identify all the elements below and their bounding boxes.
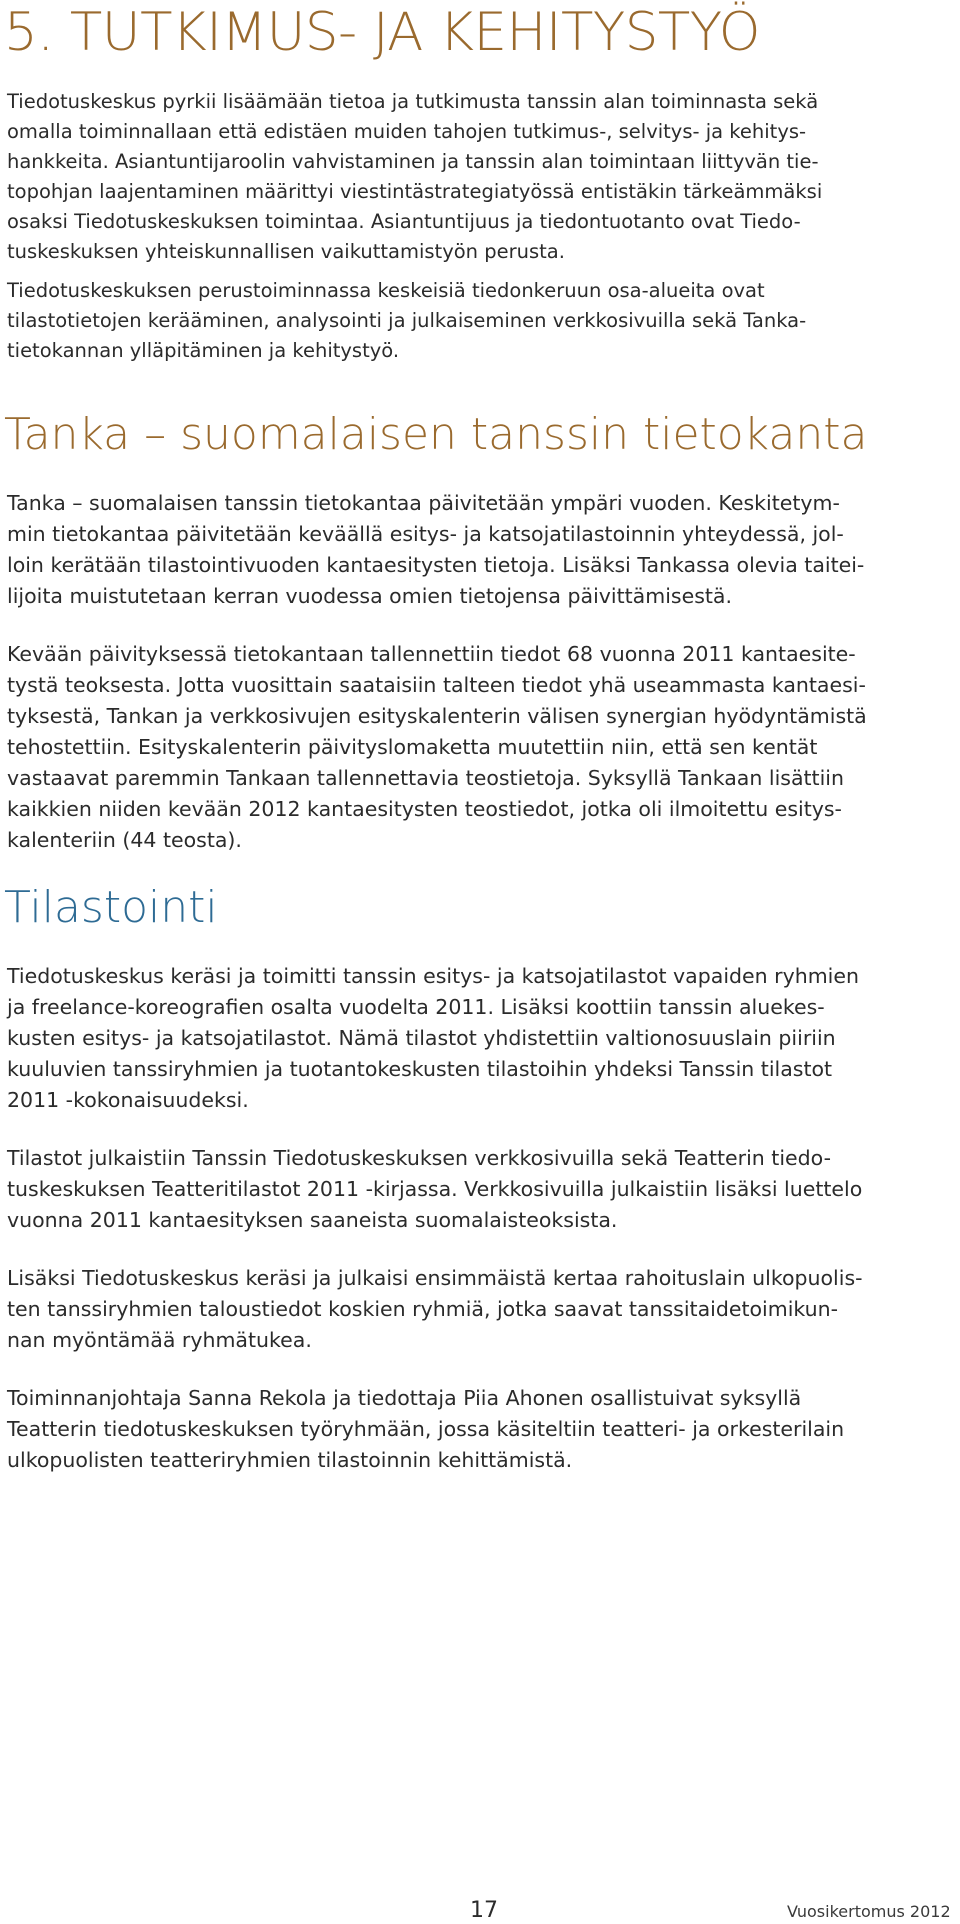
intro-line: omalla toiminnallaan että edistäen muiden tahojen tutkimus-, selvitys- ja kehitys- — [7, 120, 807, 143]
tanka-line: tystä teoksesta. Jotta vuosittain saataisiin talteen tiedot yhä useammasta kantaesi- — [7, 673, 866, 697]
tilastointi-line: vuonna 2011 kantaesityksen saaneista suomalaisteoksista. — [7, 1208, 618, 1232]
tilastointi-line: nan myöntämää ryhmätukea. — [7, 1328, 312, 1352]
tilastointi-line: 2011 -kokonaisuudeksi. — [7, 1088, 249, 1112]
tilastointi-heading: Tilastointi — [4, 882, 218, 933]
tilastointi-line: kuuluvien tanssiryhmien ja tuotantokeskusten tilastoihin yhdeksi Tanssin tilastot — [7, 1057, 833, 1081]
tilastointi-line: tuskeskuksen Teatteritilastot 2011 -kirjassa. Verkkosivuilla julkaistiin lisäksi luettelo — [7, 1177, 863, 1201]
tanka-line: kalenteriin (44 teosta). — [7, 828, 242, 852]
tanka-heading: Tanka – suomalaisen tanssin tietokanta — [4, 409, 868, 460]
tanka-line: min tietokantaa päivitetään keväällä esitys- ja katsojatilastoinnin yhteydessä, jol- — [7, 522, 844, 546]
intro-line: Tiedotuskeskus pyrkii lisäämään tietoa ja tutkimusta tanssin alan toiminnasta sekä — [7, 90, 819, 113]
tilastointi-line: Toiminnanjohtaja Sanna Rekola ja tiedottaja Piia Ahonen osallistuivat syksyllä — [7, 1386, 802, 1410]
tanka-line: Kevään päivityksessä tietokantaan tallennettiin tiedot 68 vuonna 2011 kantaesite- — [7, 642, 856, 666]
tanka-line: Tanka – suomalaisen tanssin tietokantaa päivitetään ympäri vuoden. Keskitetym- — [7, 491, 840, 515]
intro-line: topohjan laajentaminen määrittyi viestintästrategiatyössä entistäkin tärkeämmäksi — [7, 180, 823, 203]
tilastointi-line: Teatterin tiedotuskeskuksen työryhmään, jossa käsiteltiin teatteri- ja orkesterilain — [7, 1417, 845, 1441]
tanka-line: kaikkien niiden kevään 2012 kantaesitysten teostiedot, jotka oli ilmoitettu esitys- — [7, 797, 842, 821]
tilastointi-line: ja freelance-koreografien osalta vuodelta 2011. Lisäksi koottiin tanssin aluekes- — [7, 995, 825, 1019]
tanka-line: vastaavat paremmin Tankaan tallennettavia teostietoja. Syksyllä Tankaan lisättiin — [7, 766, 844, 790]
intro-line: Tiedotuskeskuksen perustoiminnassa keskeisiä tiedonkeruun osa-alueita ovat — [7, 279, 765, 302]
intro-line: tilastotietojen kerääminen, analysointi ja julkaiseminen verkkosivuilla sekä Tanka- — [7, 309, 807, 332]
intro-line: tietokannan ylläpitäminen ja kehitystyö. — [7, 339, 400, 362]
tilastointi-line: Tiedotuskeskus keräsi ja toimitti tanssin esitys- ja katsojatilastot vapaiden ryhmien — [7, 964, 859, 988]
tilastointi-line: ulkopuolisten teatteriryhmien tilastoinnin kehittämistä. — [7, 1448, 573, 1472]
intro-line: tuskeskuksen yhteiskunnallisen vaikuttamistyön perusta. — [7, 240, 565, 263]
page-number: 17 — [470, 1898, 498, 1923]
tilastointi-line: kusten esitys- ja katsojatilastot. Nämä tilastot yhdistettiin valtionosuuslain piiriin — [7, 1026, 836, 1050]
intro-line: hankkeita. Asiantuntijaroolin vahvistaminen ja tanssin alan toimintaan liittyvän tie- — [7, 150, 819, 173]
tanka-line: lijoita muistutetaan kerran vuodessa omien tietojensa päivittämisestä. — [7, 584, 732, 608]
tilastointi-line: Tilastot julkaistiin Tanssin Tiedotuskeskuksen verkkosivuilla sekä Teatterin tiedo- — [7, 1146, 831, 1170]
tanka-line: loin kerätään tilastointivuoden kantaesitysten tietoja. Lisäksi Tankassa olevia taitei- — [7, 553, 865, 577]
footer-publication-title: Vuosikertomus 2012 — [787, 1902, 951, 1921]
tilastointi-line: ten tanssiryhmien taloustiedot koskien ryhmiä, jotka saavat tanssitaidetoimikun- — [7, 1297, 839, 1321]
section-title: 5. TUTKIMUS- JA KEHITYSTYÖ — [4, 2, 760, 63]
tanka-line: tyksestä, Tankan ja verkkosivujen esityskalenterin välisen synergian hyödyntämistä — [7, 704, 867, 728]
tilastointi-line: Lisäksi Tiedotuskeskus keräsi ja julkaisi ensimmäistä kertaa rahoituslain ulkopuolis- — [7, 1266, 863, 1290]
intro-line: osaksi Tiedotuskeskuksen toimintaa. Asiantuntijuus ja tiedontuotanto ovat Tiedo- — [7, 210, 801, 233]
tanka-line: tehostettiin. Esityskalenterin päivityslomaketta muutettiin niin, että sen kentät — [7, 735, 818, 759]
